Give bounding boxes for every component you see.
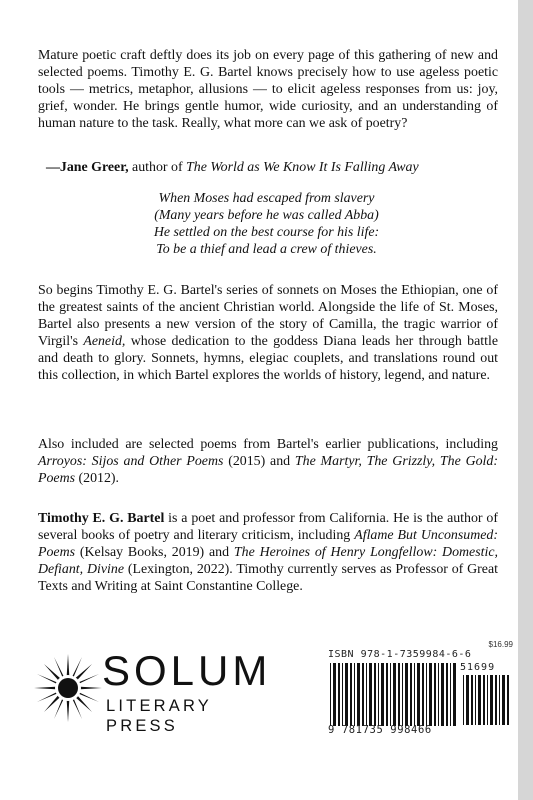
description-text: (2012). — [75, 471, 120, 486]
verse-excerpt — [0, 190, 533, 258]
bio-text: (Lexington, 2022). Timothy currently serves as Professor of Great Texts and Writing at Saint Constantine College. — [38, 562, 498, 594]
bio-text: (Kelsay Books, 2019) and — [75, 545, 234, 560]
sunburst-emblem-icon — [32, 652, 104, 724]
author-bio — [38, 510, 498, 595]
work-title: Aflame But Unconsumed: Poems — [38, 528, 498, 560]
isbn-barcode — [328, 640, 513, 740]
publisher-name: SOLUM — [102, 647, 272, 694]
review-attribution — [46, 159, 506, 176]
publisher-subtitle: LITERARY PRESS — [106, 697, 212, 735]
description-text: So begins Timothy E. G. Bartel's series of sonnets on Moses the Ethiopian, one of the greatest saints of the ancient Christian world. Alongside the life of St. Moses, Bartel also presents a new version of the story of Camilla, the tragic warrior of Virgil's — [38, 283, 498, 349]
work-title: The Martyr, The Grizzly, The Gold: Poems — [38, 454, 498, 486]
author-name: Timothy E. G. Bartel — [38, 511, 165, 526]
review-blurb — [38, 47, 498, 132]
addon-digits: 51699 — [460, 662, 496, 673]
selected-poems-paragraph — [38, 436, 498, 487]
description-text: Also included are selected poems from Bartel's earlier publications, including — [38, 437, 498, 452]
reviewer-book-title: The World as We Know It Is Falling Away — [186, 160, 419, 175]
spine-edge — [518, 0, 533, 800]
work-title: The Heroines of Henry Longfellow: Domestic, Defiant, Divine — [38, 545, 498, 577]
verse-line: When Moses had escaped from slavery — [158, 191, 375, 206]
description-text: (2015) and — [223, 454, 295, 469]
ean-digits: 9 781735 998466 — [328, 724, 432, 736]
addon-barcode-bars — [461, 675, 513, 725]
description-paragraph — [38, 282, 498, 384]
isbn-label: ISBN 978-1-7359984-6-6 — [328, 649, 472, 660]
description-text: whose dedication to the goddess Diana leads her through battle and death to glory. Sonnets, hymns, elegiac couplets, and translations round out this collection, in which Bartel explores the worlds of history, legend, and nature. — [38, 334, 498, 383]
review-text: Mature poetic craft deftly does its job on every page of this gathering of new and selected poems. Timothy E. G. Bartel knows precisely how to use ageless poetic tools — metrics, metaphor, allusions — to elicit ageless responses from us: joy, grief, wonder. He brings gentle humor, wide curiosity, and an understanding of human nature to the task. Really, what more can we ask of poetry? — [38, 48, 498, 131]
ean-barcode-bars — [328, 663, 458, 726]
verse-line: He settled on the best course for his life: — [153, 225, 380, 240]
reviewer-role: author of — [128, 160, 187, 175]
price-label: $16.99 — [488, 640, 513, 649]
verse-line: To be a thief and lead a crew of thieves. — [156, 242, 377, 257]
work-title: Aeneid, — [83, 334, 126, 349]
bio-text: is a poet and professor from California. He is the author of several books of poetry and literary criticism, including — [38, 511, 498, 543]
verse-line: (Many years before he was called Abba) — [154, 208, 379, 223]
work-title: Arroyos: Sijos and Other Poems — [38, 454, 224, 469]
reviewer-name: —Jane Greer, — [46, 160, 129, 175]
publisher-logo — [32, 647, 282, 735]
